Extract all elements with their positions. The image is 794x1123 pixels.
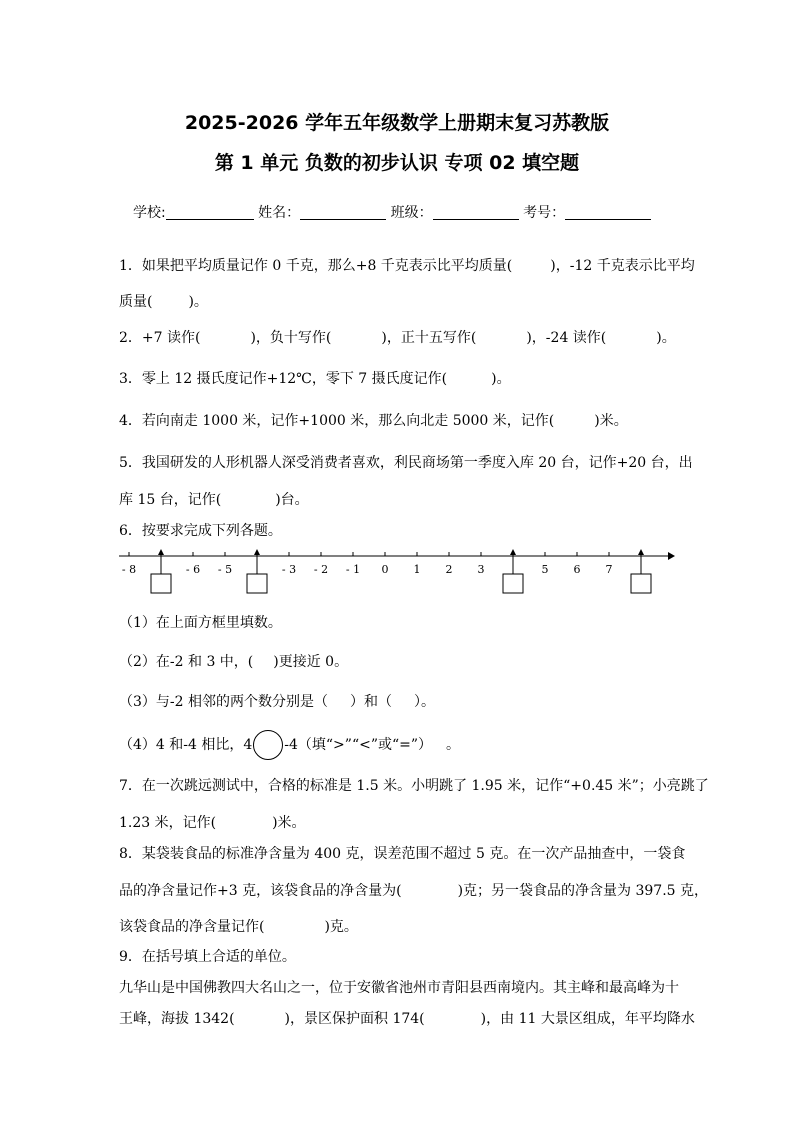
- answer-box[interactable]: [631, 574, 651, 593]
- marker-arrowhead-icon: [638, 549, 644, 555]
- question-7-line-2: 1.23 米，记作( )米。: [119, 815, 306, 831]
- number-line-tick-label: 7: [605, 563, 613, 576]
- class-blank[interactable]: [433, 205, 519, 220]
- document-subtitle: 第 1 单元 负数的初步认识 专项 02 填空题: [214, 152, 580, 174]
- question-9-line-2: 王峰，海拔 1342( )，景区保护面积 174( )，由 11 大景区组成，年平均降水: [119, 1011, 695, 1027]
- question-6-stem: 6．按要求完成下列各题。: [119, 523, 282, 539]
- marker-arrowhead-icon: [254, 549, 260, 555]
- number-line-tick-label: 6: [573, 563, 581, 576]
- student-info-row: [133, 202, 651, 222]
- question-9-line-1: 九华山是中国佛教四大名山之一，位于安徽省池州市青阳县西南境内。其主峰和最高峰为十: [119, 980, 679, 996]
- question-8-line-3: 该袋食品的净含量记作( )克。: [119, 919, 358, 935]
- name-blank[interactable]: [300, 205, 386, 220]
- comparison-circle[interactable]: [253, 730, 283, 760]
- marker-arrowhead-icon: [158, 549, 164, 555]
- question-1-line-1: 1．如果把平均质量记作 0 千克，那么+8 千克表示比平均质量( )，-12 千克表示比平均: [119, 258, 695, 274]
- document-title: 2025-2026 学年五年级数学上册期末复习苏教版: [184, 112, 610, 134]
- school-blank[interactable]: [166, 205, 254, 220]
- number-line-tick-label: - 1: [345, 563, 361, 576]
- number-line: [119, 548, 679, 598]
- question-8-line-1: 8．某袋装食品的标准净含量为 400 克，误差范围不超过 5 克。在一次产品抽查中，一袋食: [119, 846, 686, 862]
- question-6-part-1: （1）在上面方框里填数。: [119, 615, 282, 631]
- class-label: 班级：: [390, 205, 433, 221]
- number-line-arrow-icon: [668, 552, 675, 560]
- question-9-stem: 9．在括号填上合适的单位。: [119, 949, 296, 965]
- number-line-tick-label: - 3: [281, 563, 297, 576]
- question-6-part-2: （2）在-2 和 3 中，( )更接近 0。: [119, 654, 349, 670]
- answer-box[interactable]: [151, 574, 171, 593]
- number-line-tick-label: - 5: [217, 563, 233, 576]
- number-line-tick-label: 0: [381, 563, 389, 576]
- number-line-tick-label: 1: [413, 563, 421, 576]
- marker-arrowhead-icon: [510, 549, 516, 555]
- number-line-tick-label: 5: [541, 563, 549, 576]
- question-6-part-4: （4）4 和-4 相比，4 -4（填“>”“<”或“=”） 。: [119, 730, 460, 760]
- question-3: 3．零上 12 摄氏度记作+12℃，零下 7 摄氏度记作( )。: [119, 371, 511, 387]
- exam-number-blank[interactable]: [565, 205, 651, 220]
- number-line-tick-label: 2: [445, 563, 453, 576]
- question-7-line-1: 7．在一次跳远测试中，合格的标准是 1.5 米。小明跳了 1.95 米，记作“+0.45 米”；小亮跳了: [119, 778, 709, 794]
- question-2: 2．+7 读作( )，负十写作( )，正十五写作( )，-24 读作( )。: [119, 330, 676, 346]
- number-line-tick-label: - 6: [185, 563, 201, 576]
- question-5-line-1: 5．我国研发的人形机器人深受消费者喜欢，利民商场第一季度入库 20 台，记作+20 台，出: [119, 455, 693, 471]
- number-line-tick-label: - 2: [313, 563, 329, 576]
- number-line-tick-label: 3: [477, 563, 485, 576]
- question-1-line-2: 质量( )。: [119, 294, 208, 310]
- question-5-line-2: 库 15 台，记作( )台。: [119, 492, 309, 508]
- name-label: 姓名：: [258, 205, 301, 221]
- answer-box[interactable]: [503, 574, 523, 593]
- school-label: 学校:: [133, 205, 166, 221]
- question-8-line-2: 品的净含量记作+3 克，该袋食品的净含量为( )克；另一袋食品的净含量为 397.5 克，: [119, 883, 709, 899]
- question-6-part-3: （3）与-2 相邻的两个数分别是（ ）和（ ）。: [119, 694, 435, 710]
- exam-number-label: 考号：: [523, 205, 566, 221]
- question-4: 4．若向南走 1000 米，记作+1000 米，那么向北走 5000 米，记作( )米。: [119, 413, 628, 429]
- answer-box[interactable]: [247, 574, 267, 593]
- number-line-tick-label: - 8: [121, 563, 137, 576]
